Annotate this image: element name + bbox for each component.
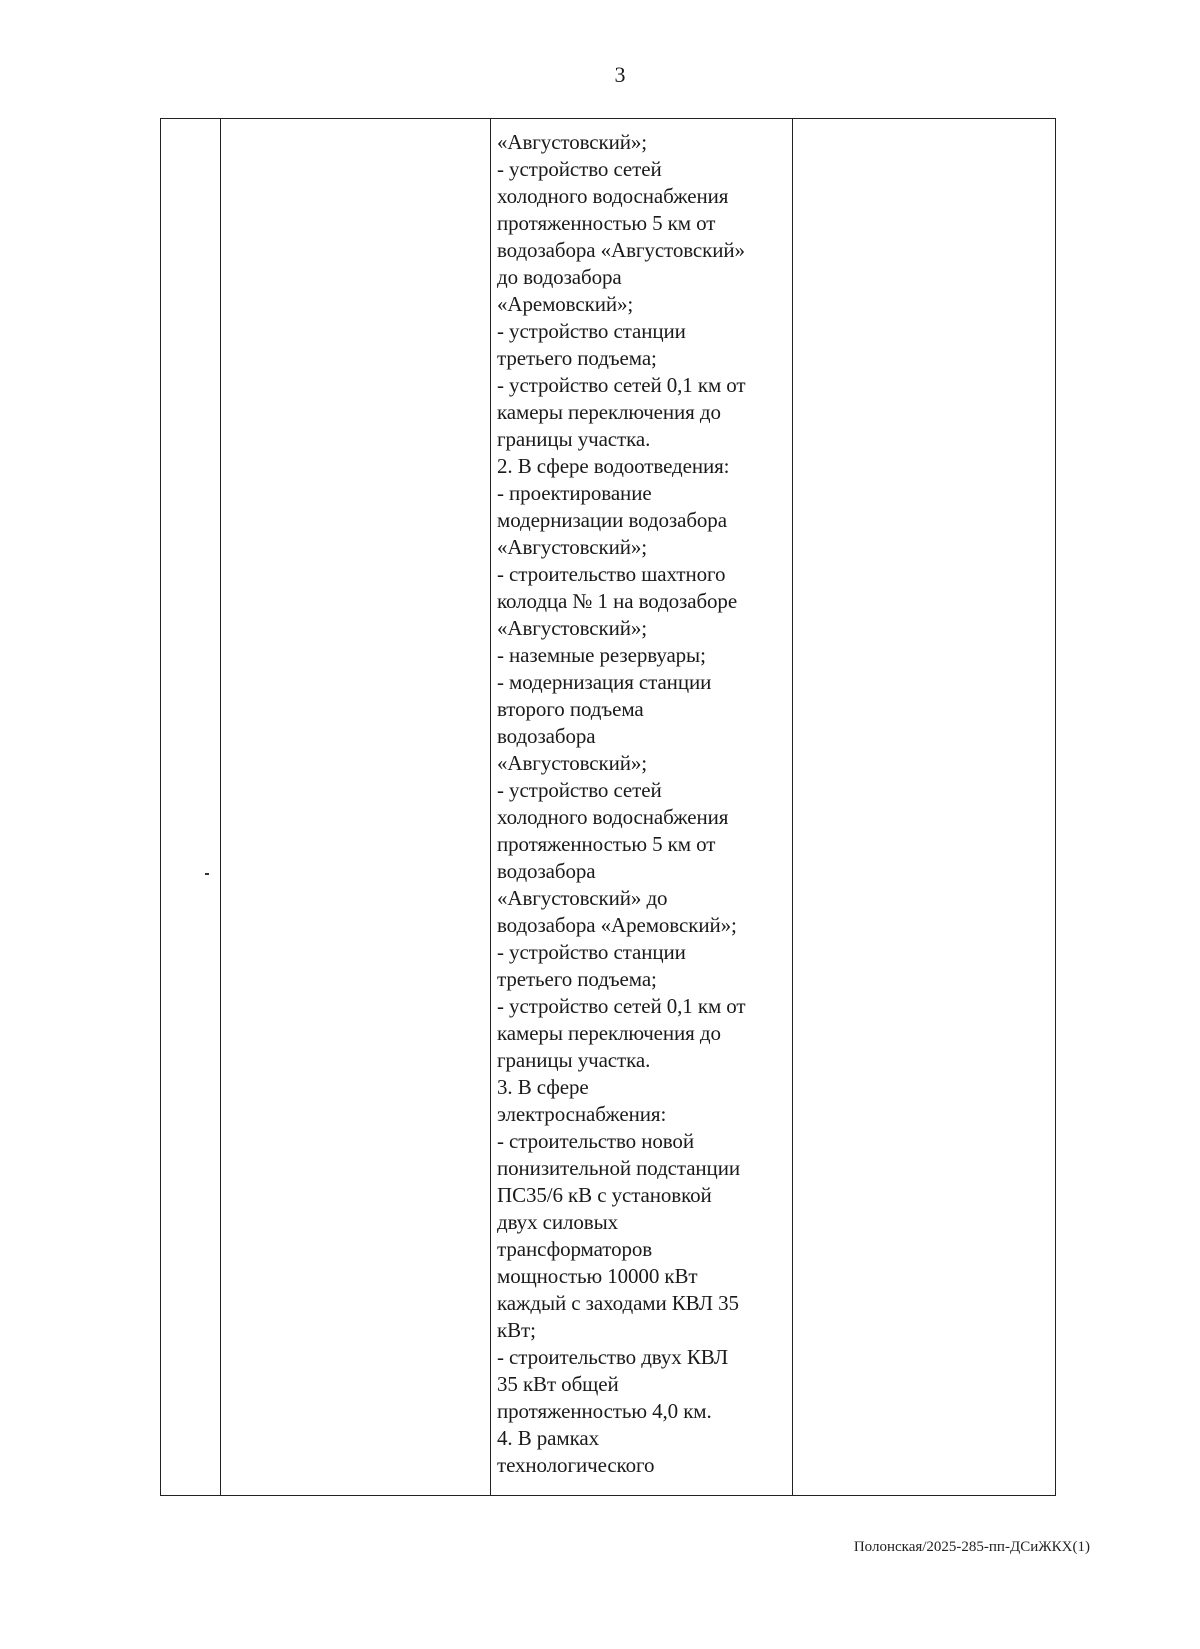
table-cell-number xyxy=(161,119,221,1495)
document-reference: Полонская/2025-285-пп-ДСиЖКХ(1) xyxy=(853,1539,1090,1555)
table-cell-notes xyxy=(793,119,1055,1495)
scan-mark xyxy=(205,873,209,875)
table-cell-name xyxy=(221,119,491,1495)
cell-description-text: «Августовский»; - устройство сетей холодного водоснабжения протяженностью 5 км от водозабора «Августовский» до водозабора «Аремовский»; - устройство станции третьего подъема; - устройство сетей 0,1 км от камеры переключения до границы участка. 2. В сфере водоотведения: - проектирование модернизации водозабора «Августовский»; - строительство шахтного колодца № 1 на водозаборе «Августовский»; - наземные резервуары; - модернизация станции второго подъема водозабора «Августовский»; - устройство сетей холодного водоснабжения протяженностью 5 км от водозабора «Августовский» до водозабора «Аремовский»; - устройство станции третьего подъема; - устройство сетей 0,1 км от камеры переключения до границы участка. 3. В сфере электроснабжения: - строительство новой понизительной подстанции ПС35/6 кВ с установкой двух силовых трансформаторов мощностью 10000 кВт каждый с заходами КВЛ 35 кВт; - строительство двух КВЛ 35 кВт общей протяженностью 4,0 км. 4. В рамках технологического xyxy=(497,130,746,1477)
page-number: 3 xyxy=(614,62,626,87)
content-table xyxy=(160,118,1056,1496)
table-cell-description xyxy=(491,119,793,1495)
